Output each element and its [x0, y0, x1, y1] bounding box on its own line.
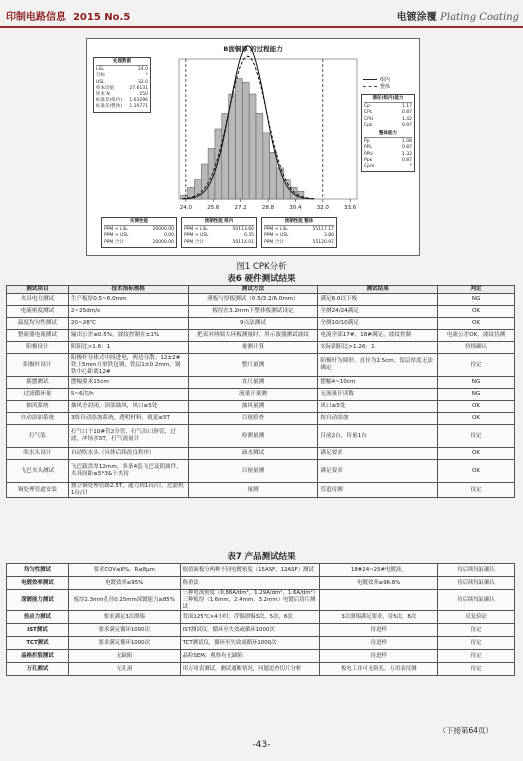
hardware-test-table — [6, 285, 515, 498]
table-row — [7, 577, 515, 590]
table-cell: 待定 — [438, 637, 515, 650]
table-cell: 按自动添加 — [318, 413, 438, 425]
table-cell: 夹具电力测试 — [7, 294, 69, 306]
table-cell: 抽风全封闭，顶部抽风，风口≥5处 — [68, 401, 188, 413]
table-cell: 要求满足循环1000次 — [68, 624, 180, 637]
table-cell: 生产板厚0.5~6.0mm — [68, 294, 188, 306]
stat-value: 1.03296 — [129, 98, 148, 104]
table-cell: 自动吹水头（具体后续改良程序） — [68, 448, 188, 460]
table-row — [7, 564, 515, 577]
journal-header — [6, 8, 130, 23]
table-cell: 电镀效率≥95% — [68, 577, 180, 590]
performance-box — [181, 217, 257, 248]
journal-issue: 2015 No.5 — [72, 12, 131, 23]
overall-curve — [182, 56, 314, 199]
stat-value: 1.42 — [401, 116, 412, 122]
table-cell: 飞巴夹头测试 — [7, 460, 69, 483]
table-cell: 2~25dm/s — [68, 306, 188, 318]
histogram-bar — [283, 180, 290, 199]
table-cell: 目视量测 — [188, 460, 318, 483]
table-cell: OK — [438, 318, 515, 330]
stat-label: PPM < LSL — [184, 227, 208, 233]
within-capability-title: 潜在(组内)能力 — [364, 96, 412, 103]
table-cell: 全测10/10满足 — [318, 318, 438, 330]
table7-title: 表7 产品测试结果 — [227, 552, 296, 562]
table-row — [7, 389, 515, 401]
table-cell: 电镀效率测试 — [7, 577, 69, 590]
table-cell: 满足要求 — [318, 448, 438, 460]
table-cell: 待后续每缸确认 — [438, 564, 515, 577]
table-cell: 把表对两端大环板测量时，用示波器测试波纹 — [188, 330, 318, 342]
histogram-bar — [277, 168, 284, 199]
table-cell: 飞巴载盘厚12mm，多条4套飞巴及阴属件，夹具间距≤5*3&于夹持 — [68, 460, 188, 483]
stat-value: 24.0 — [137, 67, 148, 73]
stat-label: PPM > USL — [184, 233, 209, 239]
table-cell: 均匀性测试 — [7, 564, 69, 577]
section-name-en: Plating Coating — [440, 12, 519, 23]
table-cell: 待进样 — [320, 650, 438, 663]
table-cell: 整尺量测 — [188, 354, 318, 377]
table-row — [7, 448, 515, 460]
table-row — [7, 650, 515, 663]
table-row — [7, 663, 515, 676]
stat-label: PPM 合计 — [104, 239, 124, 245]
histogram-bar — [270, 152, 277, 199]
histogram-bar — [181, 195, 188, 199]
table-cell: 20~28℃ — [68, 318, 188, 330]
table-cell: 用万用表测试，测试通断情况，问题追查切片分析 — [180, 663, 320, 676]
stat-label: PPM 合计 — [184, 239, 204, 245]
performance-box-title: 预期性能 组内 — [184, 219, 254, 226]
table-row — [7, 354, 515, 377]
table-cell: 摆幅4~10cm — [318, 377, 438, 389]
performance-box-title: 实测性能 — [104, 219, 174, 226]
table-cell: 三种电流密度（0.86A/dm²，1.29A/dm²，1.6A/dm²）三种板厚（1.6mm，2.4mm，3.2mm）电镀后切片测试 — [180, 590, 320, 611]
legend — [363, 77, 390, 91]
page-number: -43- — [252, 740, 271, 750]
histogram-bar — [222, 113, 229, 199]
overall-capability-title: 整体能力 — [364, 131, 412, 138]
table-cell: 直尺量测 — [188, 377, 318, 389]
stat-label: PPM < LSL — [104, 227, 128, 233]
table-cell: 过滤循环量 — [7, 389, 69, 401]
table-cell: 待进样 — [320, 637, 438, 650]
table-cell: 独立铜处理管路2.5T，通力到1台/日，过滤机1台/日 — [68, 483, 188, 498]
table-row — [7, 425, 515, 448]
performance-box — [101, 217, 177, 248]
table-cell: 温度均匀性测试 — [7, 318, 69, 330]
table-cell: 待定 — [438, 354, 515, 377]
table-cell: 薄板与厚板测试（0.5/3.2/6.0mm） — [188, 294, 318, 306]
histogram-bar — [201, 164, 208, 199]
stat-label: USL — [96, 79, 105, 85]
histogram-bar — [229, 94, 236, 199]
table-cell: TCT测试 — [7, 637, 69, 650]
table-row — [7, 611, 515, 624]
table-cell: 打气装 — [7, 425, 69, 448]
stat-row — [96, 104, 148, 110]
table-cell: 铜处理管道安装 — [7, 483, 69, 498]
histogram-bar — [263, 133, 270, 199]
table-cell: NG — [438, 377, 515, 389]
histogram-bar — [188, 187, 195, 199]
column-header: 测试结果 — [318, 286, 438, 294]
table-cell: 抽风系统 — [7, 401, 69, 413]
table-cell: TCT测试仪，循环至失效或循环1000次 — [180, 637, 320, 650]
table-cell: 无孔洞 — [68, 663, 180, 676]
table-cell: 要求COV≤8%，R≤8μm — [68, 564, 180, 577]
stat-label: Cpk — [364, 122, 373, 128]
journal-name: 印制电路信息 — [6, 12, 66, 23]
stat-row — [364, 123, 412, 129]
stat-label: 目标 — [96, 73, 105, 79]
stat-value: 20000.00 — [152, 227, 174, 233]
stat-value: 0.87 — [401, 157, 412, 163]
column-header: 测试项目 — [7, 286, 69, 294]
table-cell: 全测24/24满足 — [318, 306, 438, 318]
header-rule — [0, 26, 523, 28]
table-cell: 满足要求 — [318, 460, 438, 483]
stat-label: 样本 N — [96, 92, 110, 98]
stat-label: PPU — [364, 151, 373, 157]
table-cell: 实际阴阳比>1.26：1 — [318, 342, 438, 354]
within-curve — [182, 46, 314, 199]
legend-within-line — [363, 79, 377, 81]
table-cell: 晶粒SEM，观察有无缺陷 — [180, 650, 320, 663]
section-header — [397, 8, 519, 23]
stat-label: PPM < LSL — [264, 227, 288, 233]
stat-value: 55120.97 — [312, 239, 334, 245]
stat-label: PPM > USL — [264, 233, 289, 239]
stat-value: 1.17 — [401, 104, 412, 110]
table-cell: 量测 — [188, 483, 318, 498]
table-cell: OK — [438, 306, 515, 318]
table-cell: 3次漂锡满足要求，待5次，8次 — [320, 611, 438, 624]
histogram-bar — [297, 191, 304, 199]
process-data-title: 处理数据 — [96, 59, 148, 66]
table-cell: 持续确认 — [438, 342, 515, 354]
table-row — [7, 460, 515, 483]
x-tick-label: 30.4 — [289, 205, 302, 211]
table-cell: 待定 — [438, 425, 515, 448]
table-cell: 自动添加系统 — [7, 413, 69, 425]
stat-row — [364, 164, 412, 170]
table-cell: 取值面板分两种不同电镀密度（15ASF，12ASF）测试 — [180, 564, 320, 577]
table-cell: 滴水测试 — [188, 448, 318, 460]
x-tick-label: 33.6 — [344, 205, 357, 211]
table-row — [7, 342, 515, 354]
legend-within — [363, 77, 390, 84]
table-cell: 抽风量测 — [188, 401, 318, 413]
stat-value: 55117.17 — [312, 227, 334, 233]
histogram-bar — [290, 187, 297, 199]
table-cell: 晶格折裂测试 — [7, 650, 69, 663]
table-cell: 打气口于10#管2分管，打气出口斜管、过滤，冲场水5T，打气流量计 — [68, 425, 188, 448]
legend-overall-line — [363, 86, 377, 88]
product-test-table — [6, 563, 515, 676]
continued-note: （下接第64页） — [438, 726, 493, 735]
table-cell: 要求满足循环1000次 — [68, 637, 180, 650]
stat-row — [104, 240, 174, 246]
table-cell: 3组自动添加系统，透明材料，视觉≤5T — [68, 413, 188, 425]
stat-value: 3.80 — [323, 233, 334, 239]
stat-label: PPL — [364, 145, 372, 151]
histogram-bar — [235, 78, 242, 199]
table-cell: 待进样 — [320, 624, 438, 637]
table-row — [7, 377, 515, 389]
column-header: 技术指标规格 — [68, 286, 188, 294]
table-cell: 待定 — [438, 624, 515, 637]
table-row — [7, 413, 515, 425]
plot-area — [179, 59, 357, 199]
stat-value: 0.00 — [163, 233, 174, 239]
table-cell: 9点法测试 — [188, 318, 318, 330]
table-cell: IST测试仪，循环至失效或循环1000次 — [180, 624, 320, 637]
histogram-bar — [249, 94, 256, 199]
stat-value: * — [409, 164, 412, 170]
stat-label: CPL — [364, 110, 373, 116]
table-cell: 阳极设计 — [7, 342, 69, 354]
table-cell: IST测试 — [7, 624, 69, 637]
table-cell: 摇摆测试 — [7, 377, 69, 389]
stat-label: Cp — [364, 104, 370, 110]
stat-value: * — [145, 73, 148, 79]
legend-overall-label: 整体 — [380, 84, 391, 90]
table-cell: 待定 — [438, 483, 515, 498]
cpk-figure — [86, 38, 420, 256]
stat-label: 标准差(组内) — [96, 98, 123, 104]
histogram-bar — [242, 82, 249, 199]
table-cell: 阳极杆为圆形，直径为2.5cm，钛层厚度无法确定 — [318, 354, 438, 377]
stat-value: 1.32 — [401, 151, 412, 157]
stat-label: Ppk — [364, 157, 373, 163]
table6-title: 表6 硬件测试结果 — [227, 274, 296, 284]
within-capability-box — [361, 94, 415, 172]
stat-value: 50113.66 — [232, 227, 254, 233]
table-cell: 风口≥5处 — [318, 401, 438, 413]
table-cell: NG — [438, 389, 515, 401]
table-cell: 电流公差OK，波纹待测 — [438, 330, 515, 342]
table-cell: 阳极杆设计 — [7, 354, 69, 377]
table-cell: 管道待测 — [318, 483, 438, 498]
stat-label: 样本均值 — [96, 85, 114, 91]
column-header: 判定 — [438, 286, 515, 294]
table-row — [7, 483, 515, 498]
table-cell: 电流全部17#，18#满足，波纹控制 — [318, 330, 438, 342]
table-cell: 量测计算 — [188, 342, 318, 354]
table-row — [7, 637, 515, 650]
table-cell: 深镀能力测试 — [7, 590, 69, 611]
table-row — [7, 318, 515, 330]
table-cell: 反复验证 — [438, 611, 515, 624]
table-cell: 待定 — [438, 650, 515, 663]
table-cell: 万孔测试 — [7, 663, 69, 676]
stat-value: 0.35 — [243, 233, 254, 239]
table-cell: OK — [438, 448, 515, 460]
table-cell: 整流器电流测试 — [7, 330, 69, 342]
table-cell: 板厚在3.2mm下整体板测试设定 — [188, 306, 318, 318]
stat-value: 1.08 — [401, 139, 412, 145]
table-cell: 目视检查 — [188, 413, 318, 425]
table-cell: 阳极杆分体式中间进电，两边分散；12±2#铁上5mm方形铁包钢，铁层1±0.2mm，钢铁中心距离12# — [68, 354, 188, 377]
table-cell: 待定 — [438, 663, 515, 676]
column-header: 测试方法 — [188, 286, 318, 294]
x-tick-label: 25.6 — [207, 205, 220, 211]
table-cell: 热应力测试 — [7, 611, 69, 624]
stat-value: 0.87 — [401, 110, 412, 116]
stat-row — [184, 240, 254, 246]
x-tick-label: 24.0 — [179, 205, 192, 211]
table-cell: 摆幅要求15cm — [68, 377, 188, 389]
table-cell: NG — [438, 294, 515, 306]
stat-value: 0.87 — [401, 145, 412, 151]
stat-label: CPU — [364, 116, 374, 122]
x-tick-label: 27.2 — [234, 205, 247, 211]
table-row — [7, 401, 515, 413]
stat-value: 1.10771 — [129, 104, 148, 110]
table-cell: 称重法 — [180, 577, 320, 590]
table-row — [7, 624, 515, 637]
table-cell: 背面125℃×4小时，浮锡漂锡3次，5次，8次 — [180, 611, 320, 624]
histogram-bar — [256, 113, 263, 199]
performance-box — [261, 217, 337, 248]
table-cell: 无流量计读数 — [318, 389, 438, 401]
histogram-bar — [208, 148, 215, 199]
table-cell: OK — [438, 401, 515, 413]
table-cell: 18#24~25#电镀液， — [320, 564, 438, 577]
stat-value: 27.6131 — [129, 85, 148, 91]
section-name-cn: 电镀涂覆 — [396, 12, 437, 23]
stat-label: Pp — [364, 139, 370, 145]
table-cell: OK — [438, 460, 515, 483]
table-cell: 目前2台，待量1台 — [318, 425, 438, 448]
table-cell: 电镀效率≥96.8% — [320, 577, 438, 590]
x-tick-label: 28.8 — [261, 205, 275, 211]
figure-caption: 图1 CPK分析 — [236, 262, 287, 272]
stat-value: 20000.00 — [152, 239, 174, 245]
stat-value: 50114.01 — [232, 239, 254, 245]
stat-value: 32.0 — [137, 79, 148, 85]
table-cell: 流量计量测 — [188, 389, 318, 401]
stat-label: 标准差(整体) — [96, 104, 123, 110]
table-row — [7, 330, 515, 342]
table-cell: 满足6.0以下板 — [318, 294, 438, 306]
table-cell: 待后续每缸确认 — [438, 577, 515, 590]
x-tick-label: 32.0 — [316, 205, 329, 211]
table-row — [7, 306, 515, 318]
stat-value: 0.97 — [401, 122, 412, 128]
table-cell: 板电工序可无阻孔，万用表待测 — [320, 663, 438, 676]
table-cell: 无缺陷 — [68, 650, 180, 663]
table-cell: 待后续每缸确认 — [438, 590, 515, 611]
table-cell: 5~6次/h — [68, 389, 188, 401]
stat-label: PPM > USL — [104, 233, 129, 239]
table-cell: 吹水头设计 — [7, 448, 69, 460]
legend-overall — [363, 84, 390, 91]
table-cell: OK — [438, 413, 515, 425]
stat-label: PPM 合计 — [264, 239, 284, 245]
table-row — [7, 590, 515, 611]
stat-label: Cpm — [364, 164, 375, 170]
performance-box-title: 预期性能 整体 — [264, 219, 334, 226]
table-cell: 电流密度测试 — [7, 306, 69, 318]
table-cell: 板厚2.3mm孔径0.25mm深镀能力≥85% — [68, 590, 180, 611]
legend-within-label: 组内 — [380, 77, 391, 83]
plot-title: B面铜厚 的过程能力 — [223, 45, 283, 53]
table-cell: 输出公差≤0.5%，波纹控制在±1% — [68, 330, 188, 342]
histogram-bar — [194, 180, 201, 199]
stat-value: 250 — [139, 92, 148, 98]
process-data-box — [93, 57, 151, 113]
table-row — [7, 294, 515, 306]
table-cell — [320, 590, 438, 611]
stat-label: LSL — [96, 67, 104, 73]
table-cell: 阴阳比>1.6：1 — [68, 342, 188, 354]
stat-row — [264, 240, 334, 246]
histogram-bar — [215, 129, 222, 199]
table-cell: 检测量测 — [188, 425, 318, 448]
table-cell: 要求满足3次漂锡 — [68, 611, 180, 624]
